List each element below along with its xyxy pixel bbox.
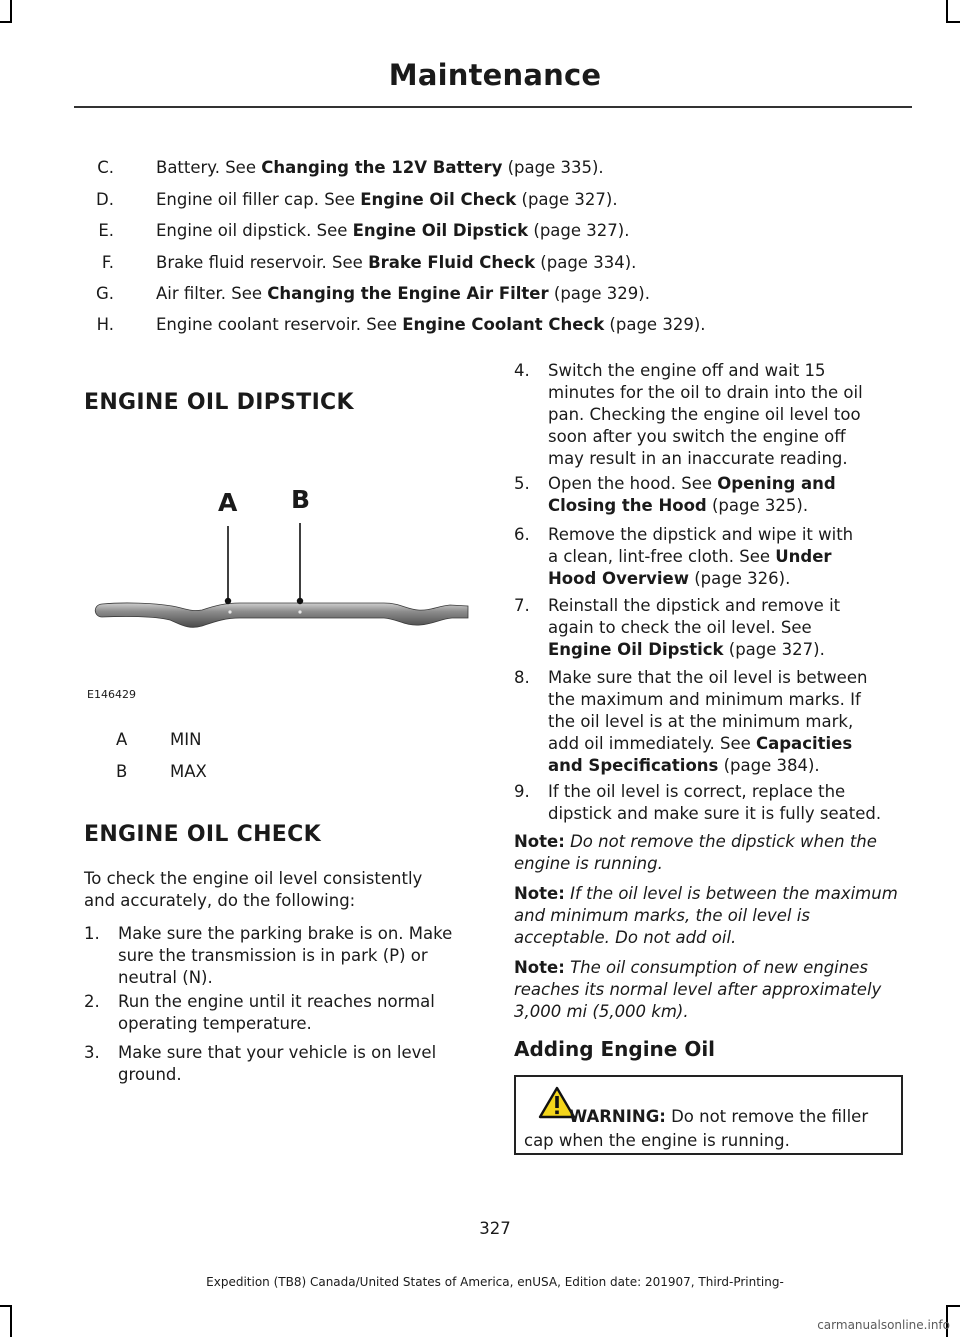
step-line	[548, 473, 836, 495]
note-text: The oil consumption of new engines reaches its normal level after approximately 3,000 mi (5,000 km).	[514, 958, 882, 1021]
note	[514, 831, 906, 875]
watermark: carmanualsonline.info	[817, 1318, 950, 1332]
step-number: 1.	[84, 924, 100, 943]
item-page: (page 327).	[528, 221, 630, 240]
item-letter: E.	[98, 221, 114, 240]
legend-key: B	[116, 762, 128, 781]
note-text: Do not remove the dipstick when the engine is running.	[514, 832, 877, 873]
step-line: again to check the oil level. See	[548, 618, 812, 637]
step-number: 7.	[514, 596, 530, 615]
footer-text: Expedition (TB8) Canada/United States of America, enUSA, Edition date: 201907, Third-Printing-	[206, 1275, 784, 1289]
warning-line: Do not remove the filler	[665, 1107, 869, 1126]
step-text: (page 327).	[723, 640, 825, 659]
step-link[interactable]: Closing the Hood	[548, 496, 707, 515]
crop-mark	[0, 21, 12, 23]
section-heading-adding: Adding Engine Oil	[514, 1037, 716, 1061]
step-text: add oil immediately. See	[548, 734, 756, 753]
crop-mark	[10, 1305, 12, 1337]
crop-mark	[0, 1305, 12, 1307]
dipstick-illustration	[84, 470, 474, 670]
figure-label-a: A	[218, 488, 238, 517]
item-page: (page 334).	[535, 253, 637, 272]
step-text: (page 384).	[718, 756, 820, 775]
item-link[interactable]: Brake Fluid Check	[368, 253, 536, 272]
header-rule	[74, 106, 912, 108]
intro-line: To check the engine oil level consistently	[84, 869, 423, 888]
step-line	[548, 755, 820, 777]
crop-mark	[946, 21, 960, 23]
step-line: the oil level is at the minimum mark,	[548, 712, 854, 731]
legend-key: A	[116, 730, 128, 749]
step-line: the maximum and minimum marks. If	[548, 690, 861, 709]
step-text: a clean, lint-free cloth. See	[548, 547, 776, 566]
step-line: Switch the engine off and wait 15	[548, 361, 826, 380]
step-number: 9.	[514, 782, 530, 801]
step-line: If the oil level is correct, replace the	[548, 782, 846, 801]
step-link[interactable]: Under	[775, 547, 832, 566]
item-page: (page 335).	[502, 158, 604, 177]
step-line	[548, 733, 852, 755]
item-text: Brake fluid reservoir. See	[156, 253, 369, 272]
crop-mark	[10, 0, 12, 22]
item-letter: C.	[97, 158, 114, 177]
warning-line: cap when the engine is running.	[524, 1131, 790, 1150]
step-line: minutes for the oil to drain into the oil	[548, 383, 863, 402]
step-line: pan. Checking the engine oil level too	[548, 405, 861, 424]
step-line: dipstick and make sure it is fully seated.	[548, 804, 882, 823]
step-number: 8.	[514, 668, 530, 687]
crop-mark	[946, 0, 948, 22]
step-line: Make sure the parking brake is on. Make	[118, 924, 453, 943]
step-link[interactable]: Opening and	[717, 474, 836, 493]
step-line: soon after you switch the engine off	[548, 427, 846, 446]
page-number: 327	[479, 1219, 511, 1238]
item-text: Air filter. See	[156, 284, 268, 303]
step-text: (page 325).	[706, 496, 809, 515]
step-line	[548, 639, 825, 661]
item-page: (page 329).	[548, 284, 650, 303]
item-letter: D.	[96, 190, 114, 209]
item-link[interactable]: Engine Oil Dipstick	[352, 221, 529, 240]
step-link[interactable]: Engine Oil Dipstick	[548, 640, 724, 659]
item-letter: F.	[101, 253, 114, 272]
item-text: Engine coolant reservoir. See	[156, 315, 403, 334]
item-letter: G.	[95, 284, 114, 303]
figure-label-b: B	[291, 485, 311, 514]
step-line: Reinstall the dipstick and remove it	[548, 596, 841, 615]
intro-line: and accurately, do the following:	[84, 891, 356, 910]
note-label: Note:	[514, 884, 565, 903]
note	[514, 883, 906, 949]
item-letter: H.	[96, 315, 114, 334]
item-text: Engine oil dipstick. See	[156, 221, 353, 240]
note	[514, 957, 906, 1023]
legend-value: MIN	[170, 730, 202, 749]
note-label: Note:	[514, 958, 565, 977]
note-label: Note:	[514, 832, 565, 851]
section-heading-dipstick: ENGINE OIL DIPSTICK	[84, 390, 354, 415]
warning-label: WARNING:	[569, 1107, 666, 1126]
step-link[interactable]: and Specifications	[548, 756, 719, 775]
item-link[interactable]: Changing the 12V Battery	[261, 158, 503, 177]
step-line: Make sure that your vehicle is on level	[118, 1043, 437, 1062]
step-line: operating temperature.	[118, 1014, 312, 1033]
note-text: If the oil level is between the maximum and minimum marks, the oil level is acceptable. Do not add oil.	[514, 884, 898, 947]
step-line: Run the engine until it reaches normal	[118, 992, 435, 1011]
warning-box	[514, 1075, 903, 1155]
step-line: Remove the dipstick and wipe it with	[548, 525, 854, 544]
item-text: Battery. See	[156, 158, 262, 177]
step-number: 6.	[514, 525, 530, 544]
step-link[interactable]: Hood Overview	[548, 569, 689, 588]
step-text: Open the hood. See	[548, 474, 718, 493]
step-line	[548, 568, 790, 590]
step-line	[548, 546, 832, 568]
step-number: 3.	[84, 1043, 100, 1062]
step-text: (page 326).	[689, 569, 791, 588]
item-link[interactable]: Engine Oil Check	[360, 190, 517, 209]
step-number: 2.	[84, 992, 100, 1011]
step-line	[548, 495, 808, 517]
item-page: (page 327).	[516, 190, 618, 209]
step-link[interactable]: Capacities	[756, 734, 853, 753]
page-title: Maintenance	[388, 58, 602, 92]
step-line: Make sure that the oil level is between	[548, 668, 868, 687]
step-number: 4.	[514, 361, 530, 380]
section-heading-check: ENGINE OIL CHECK	[84, 822, 321, 847]
warning-text	[524, 1105, 906, 1153]
figure-code: E146429	[87, 688, 136, 701]
step-line: may result in an inaccurate reading.	[548, 449, 848, 468]
dipstick-figure	[84, 470, 474, 701]
item-link[interactable]: Changing the Engine Air Filter	[267, 284, 549, 303]
step-line: ground.	[118, 1065, 182, 1084]
step-line: neutral (N).	[118, 968, 213, 987]
step-line: sure the transmission is in park (P) or	[118, 946, 428, 965]
item-link[interactable]: Engine Coolant Check	[402, 315, 605, 334]
item-page: (page 329).	[604, 315, 706, 334]
step-number: 5.	[514, 474, 530, 493]
legend-value: MAX	[170, 762, 207, 781]
item-text: Engine oil filler cap. See	[156, 190, 361, 209]
crop-mark	[946, 1305, 960, 1307]
